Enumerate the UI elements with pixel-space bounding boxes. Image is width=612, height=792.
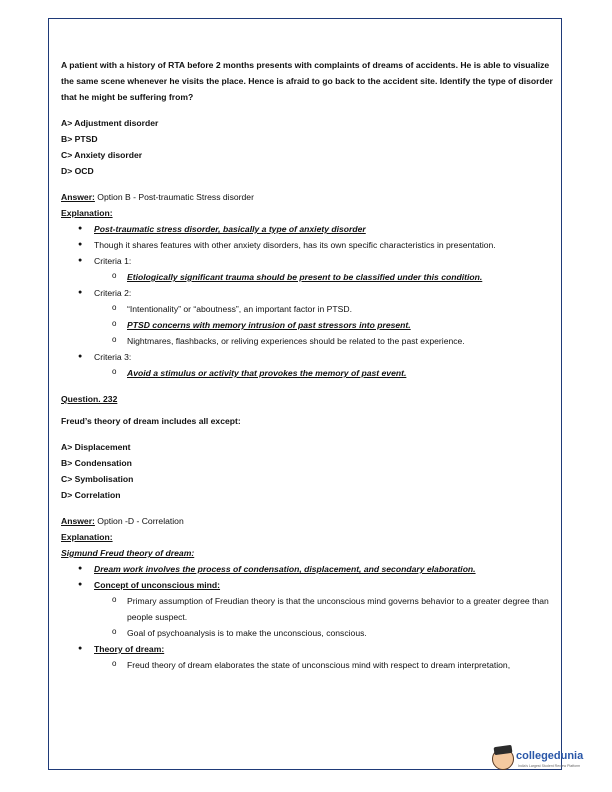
q232-explanation-label: Explanation: [61,532,113,542]
q232-answer [61,513,554,529]
q231-question: A patient with a history of RTA before 2 months presents with complaints of dreams of accidents. He is able to visualize the same scene whenever he visits the place. Hence is afraid to go back to the accident site. Identify the type of disorder that he might be suffering from? [61,60,553,102]
q231-option-a: A> Adjustment disorder [61,118,159,128]
q231-bullet-1: Post-traumatic stress disorder, basically a type of anxiety disorder [94,224,366,234]
q231-option-c: C> Anxiety disorder [61,150,143,160]
q231-bullet-2: Though it shares features with other anxiety disorders, has its own specific characteristics in presentation. [94,240,496,250]
q232-option-b: B> Condensation [61,458,132,468]
q231-answer-label: Answer: [61,192,95,202]
q231-answer-text: Option B - Post-traumatic Stress disorder [94,192,254,202]
q232-bullet-3: Theory of dream: [94,644,165,654]
q232-explanation-list [61,561,554,673]
q232-bullet-2-a: Primary assumption of Freudian theory is that the unconscious mind governs behavior to a greater degree than people suspect. [127,596,549,622]
q232-bullet-2-b: Goal of psychoanalysis is to make the unconscious, conscious. [127,628,367,638]
q231-criteria-2-c: Nightmares, flashbacks, or reliving experiences should be related to the past experience. [127,336,465,346]
q231-criteria-3: Criteria 3: [94,352,132,362]
q232-bullet-2: Concept of unconscious mind: [94,580,221,590]
q232-option-d: D> Correlation [61,490,121,500]
q231-criteria-1-a: Etiologically significant trauma should be present to be classified under this condition. [127,272,483,282]
q232-question: Freud’s theory of dream includes all except: [61,416,241,426]
q232-answer-text: Option -D - Correlation [94,516,184,526]
q232-answer-label: Answer: [61,516,95,526]
q232-sub-heading: Sigmund Freud theory of dream: [61,548,195,558]
q232-bullet-1: Dream work involves the process of condensation, displacement, and secondary elaboration. [94,564,476,574]
q231-criteria-1: Criteria 1: [94,256,132,266]
q232-heading: Question. 232 [61,394,118,404]
q232-option-c: C> Symbolisation [61,474,134,484]
q231-explanation-list [61,221,554,381]
q231-criteria-2: Criteria 2: [94,288,132,298]
q231-option-d: D> OCD [61,166,94,176]
logo-tagline: India's Largest Student Review Platform [518,764,581,768]
q231-criteria-2-a: “Intentionality” or “aboutness”, an important factor in PTSD. [127,304,352,314]
q232-option-a: A> Displacement [61,442,131,452]
q231-answer [61,189,554,205]
q231-option-b: B> PTSD [61,134,98,144]
q232-bullet-3-a: Freud theory of dream elaborates the state of unconscious mind with respect to dream interpretation, [127,660,511,670]
q231-criteria-2-b: PTSD concerns with memory intrusion of past stressors into present. [127,320,411,330]
document-body [61,57,554,673]
logo-text: collegedunia [516,750,584,762]
q231-criteria-3-a: Avoid a stimulus or activity that provokes the memory of past event. [127,368,407,378]
collegedunia-logo [492,748,582,774]
q231-explanation-label: Explanation: [61,208,113,218]
mascot-icon [492,748,514,770]
